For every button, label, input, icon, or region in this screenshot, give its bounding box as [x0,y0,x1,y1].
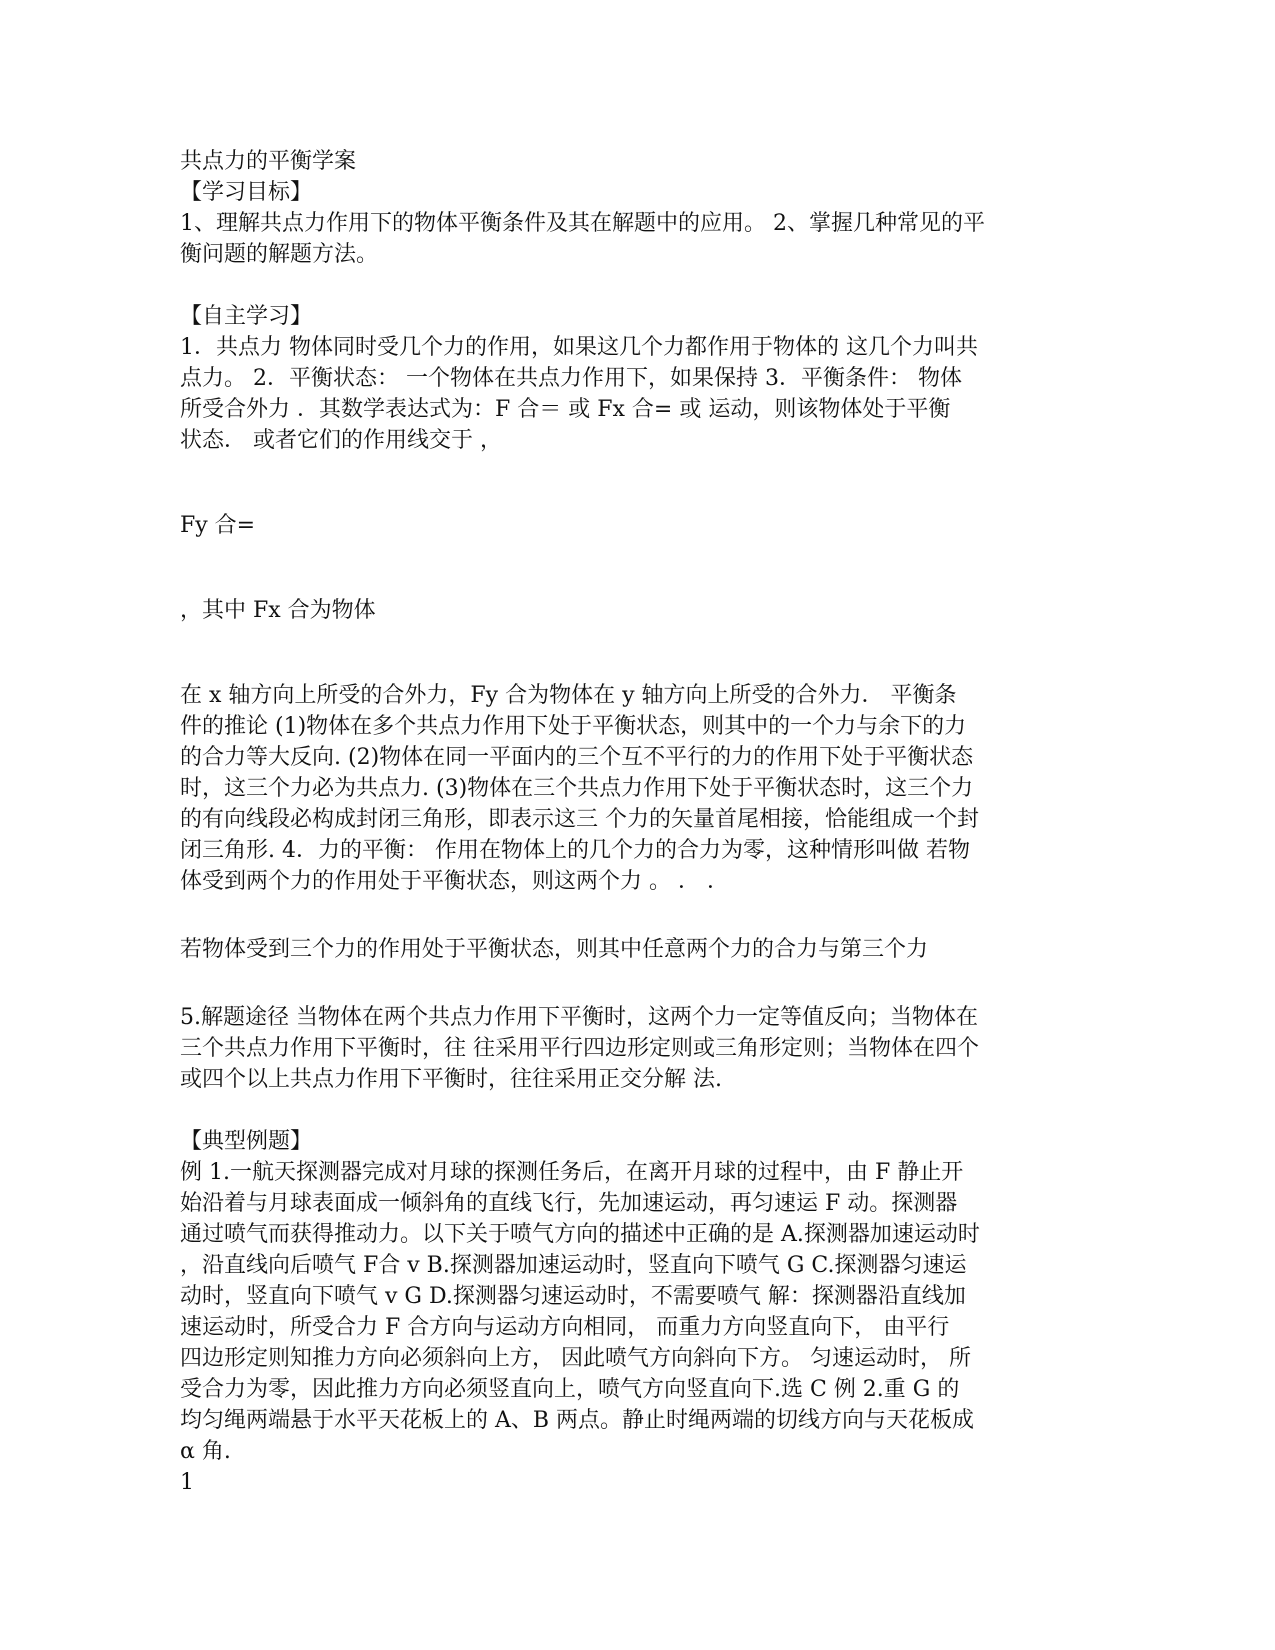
example-line: 通过喷气而获得推动力。以下关于喷气方向的描述中正确的是 A.探测器加速运动时 [180,1222,980,1247]
corollary-line: 的合力等大反向. (2)物体在同一平面内的三个互不平行的力的作用下处于平衡状态 [180,745,974,770]
corollary-line: 的有向线段必构成封闭三角形，即表示这三 个力的矢量首尾相接，恰能组成一个封 [180,807,979,832]
example-line: 均匀绳两端悬于水平天花板上的 A、B 两点。静止时绳两端的切线方向与天花板成 [180,1408,975,1433]
self-study-line: 状态． 或者它们的作用线交于 ， [180,428,502,453]
corollary-line: 时，这三个力必为共点力. (3)物体在三个共点力作用下处于平衡状态时，这三个力 [180,776,974,801]
corollary-line: 在 x 轴方向上所受的合外力，Fy 合为物体在 y 轴方向上所受的合外力． 平衡条 [180,683,957,708]
example-line: 始沿着与月球表面成一倾斜角的直线飞行，先加速运动，再匀速运 F 动。探测器 [180,1191,958,1216]
example-line: 动时，竖直向下喷气 v G D.探测器匀速运动时，不需要喷气 解：探测器沿直线加 [180,1284,966,1309]
section-heading-self-study: 【自主学习】 [180,304,313,329]
goals-line: 1、理解共点力作用下的物体平衡条件及其在解题中的应用。 2、掌握几种常见的平 [180,211,985,236]
section-heading-examples: 【典型例题】 [180,1129,313,1154]
document-page [180,146,1050,1498]
example-line: ，沿直线向后喷气 F合 v B.探测器加速运动时，竖直向下喷气 G C.探测器匀速运 [180,1253,967,1278]
corollary-line: 体受到两个力的作用处于平衡状态，则这两个力 。 ． ． [180,869,729,894]
self-study-line: 1．共点力 物体同时受几个力的作用，如果这几个力都作用于物体的 这几个力叫共 [180,335,978,360]
example-line: 四边形定则知推力方向必须斜向上方， 因此喷气方向斜向下方。 匀速运动时， 所 [180,1346,971,1371]
fy-formula-line: Fy 合= [180,513,256,538]
method-line: 三个共点力作用下平衡时，往 往采用平行四边形定则或三角形定则；当物体在四个 [180,1036,979,1061]
method-line: 或四个以上共点力作用下平衡时，往往采用正交分解 法. [180,1067,722,1092]
corollary-line: 件的推论 (1)物体在多个共点力作用下处于平衡状态，则其中的一个力与余下的力 [180,714,967,739]
section-heading-goals: 【学习目标】 [180,180,313,205]
example-line: 例 1.一航天探测器完成对月球的探测任务后，在离开月球的过程中，由 F 静止开 [180,1160,964,1185]
fx-formula-line: ，其中 Fx 合为物体 [180,598,376,623]
example-line: α 角. [180,1439,231,1464]
method-line: 5.解题途径 当物体在两个共点力作用下平衡时，这两个力一定等值反向；当物体在 [180,1005,978,1030]
corollary-line: 闭三角形. 4．力的平衡： 作用在物体上的几个力的合力为零，这种情形叫做 若物 [180,838,970,863]
document-title: 共点力的平衡学案 [180,149,357,174]
page-number: 1 [180,1470,194,1495]
example-line: 受合力为零，因此推力方向必须竖直向上，喷气方向竖直向下.选 C 例 2.重 G 的 [180,1377,960,1402]
self-study-line: 所受合外力 ．其数学表达式为：F 合＝ 或 Fx 合= 或 运动，则该物体处于平衡 [180,397,951,422]
example-line: 速运动时，所受合力 F 合方向与运动方向相同， 而重力方向竖直向下， 由平行 [180,1315,950,1340]
goals-line: 衡问题的解题方法。 [180,242,379,267]
three-force-line: 若物体受到三个力的作用处于平衡状态，则其中任意两个力的合力与第三个力 [180,937,929,962]
self-study-line: 点力。 2．平衡状态： 一个物体在共点力作用下，如果保持 3．平衡条件： 物体 [180,366,962,391]
